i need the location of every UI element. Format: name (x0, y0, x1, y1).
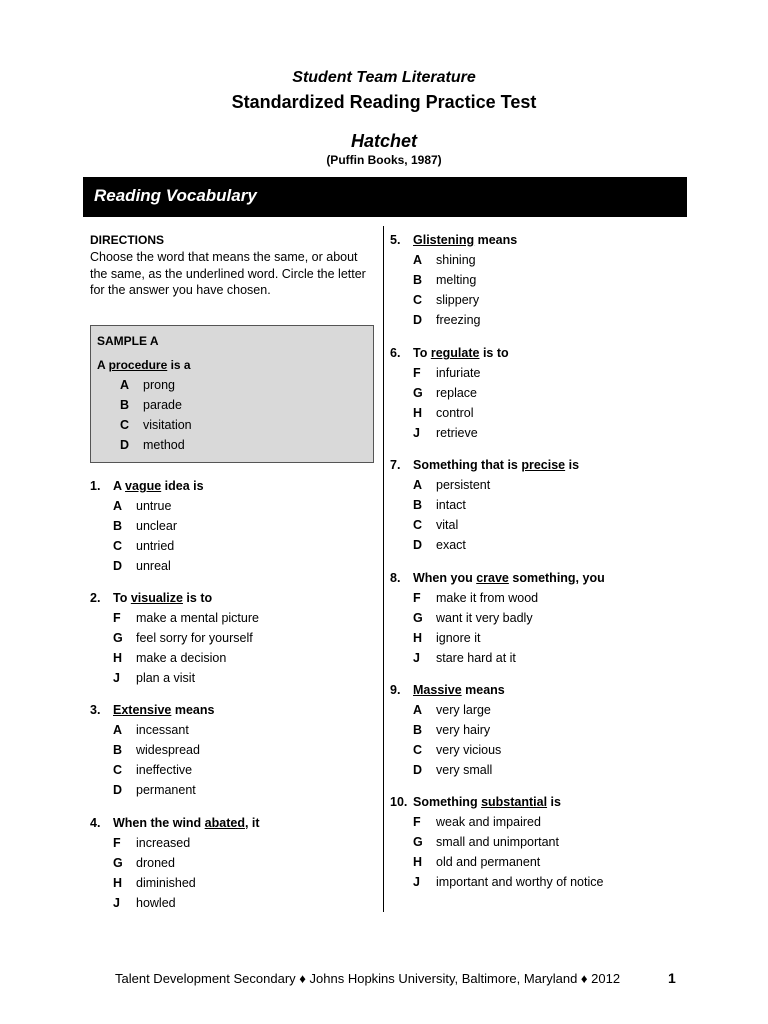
option-text: replace (436, 386, 477, 400)
section-title: Reading Vocabulary (94, 186, 257, 205)
option-letter: B (413, 498, 423, 512)
page-title: Standardized Reading Practice Test (231, 92, 537, 112)
option-letter: C (413, 293, 423, 307)
question-number: 9. (390, 683, 401, 697)
question-number: 2. (90, 591, 101, 605)
option-letter: A (413, 478, 423, 492)
option-text: ineffective (136, 763, 193, 777)
option-text: howled (136, 896, 176, 910)
stem-pre: Something (413, 795, 482, 809)
option-letter: H (413, 855, 423, 869)
question-stem (413, 233, 517, 247)
option-letter: A (113, 723, 123, 737)
question-number: 1. (90, 479, 101, 493)
option-letter: G (413, 386, 423, 400)
question-stem (113, 816, 260, 830)
target-word: Glistening (413, 233, 475, 247)
option-letter: C (113, 763, 123, 777)
option-letter: A (120, 378, 130, 392)
stem-pre: Something that is (413, 458, 522, 472)
stem-post: , it (244, 816, 260, 830)
option-letter: G (113, 856, 123, 870)
option-letter: B (413, 273, 423, 287)
option-text: make it from wood (436, 591, 539, 605)
option-letter: D (413, 763, 423, 777)
question-number: 6. (390, 346, 401, 360)
target-word: visualize (130, 591, 183, 605)
option-text: persistent (436, 478, 491, 492)
option-letter: D (113, 783, 123, 797)
option-letter: J (113, 671, 120, 685)
option-text: unreal (136, 559, 171, 573)
book-publication: (Puffin Books, 1987) (326, 153, 442, 167)
option-letter: F (413, 591, 421, 605)
stem-post: is to (479, 346, 509, 360)
option-text: melting (436, 273, 477, 287)
option-text: exact (436, 538, 466, 552)
stem-post: means (171, 703, 215, 717)
option-letter: D (113, 559, 123, 573)
page-number: 1 (668, 970, 676, 986)
question-stem (413, 571, 605, 585)
target-word: precise (521, 458, 566, 472)
column-divider (383, 226, 384, 912)
option-text: unclear (136, 519, 177, 533)
question-stem (413, 683, 505, 697)
option-letter: J (113, 896, 120, 910)
question-stem (413, 458, 579, 472)
option-text: very vicious (436, 743, 502, 757)
stem-post: is (565, 458, 580, 472)
question-number: 10. (390, 795, 408, 809)
option-letter: J (413, 426, 420, 440)
option-text: diminished (136, 876, 196, 890)
stem-post: means (461, 683, 505, 697)
option-text: increased (136, 836, 191, 850)
option-letter: J (413, 651, 420, 665)
question-number: 3. (90, 703, 101, 717)
option-letter: B (413, 723, 423, 737)
stem-pre: When the wind (113, 816, 205, 830)
option-text: permanent (136, 783, 196, 797)
section-banner (83, 177, 687, 217)
option-letter: D (413, 313, 423, 327)
question-stem (113, 703, 214, 717)
option-text: infuriate (436, 366, 481, 380)
stem-post: something, you (508, 571, 605, 585)
option-letter: F (113, 836, 121, 850)
question-number: 8. (390, 571, 401, 585)
option-text: make a mental picture (136, 611, 259, 625)
stem-pre: A (113, 479, 126, 493)
option-text: control (436, 406, 474, 420)
option-letter: D (120, 438, 130, 452)
option-text: very hairy (436, 723, 491, 737)
option-letter: B (113, 743, 123, 757)
option-text: untried (136, 539, 175, 553)
option-letter: G (413, 835, 423, 849)
option-text: plan a visit (136, 671, 196, 685)
option-letter: C (413, 518, 423, 532)
question-number: 7. (390, 458, 401, 472)
option-text: important and worthy of notice (436, 875, 604, 889)
option-text: slippery (436, 293, 480, 307)
option-text: ignore it (436, 631, 481, 645)
footer-text: Talent Development Secondary ♦ Johns Hopkins University, Baltimore, Maryland ♦ 2012 (115, 971, 621, 986)
option-letter: C (113, 539, 123, 553)
option-text: droned (136, 856, 175, 870)
directions-text: Choose the word that means the same, or about the same, as the underlined word. Circle the letter for the answer you have chosen. (90, 250, 366, 297)
option-text: shining (436, 253, 476, 267)
option-text: parade (143, 398, 182, 412)
option-letter: J (413, 875, 420, 889)
question-stem (113, 479, 204, 493)
sample-stem (97, 358, 191, 372)
option-letter: D (413, 538, 423, 552)
option-text: visitation (143, 418, 192, 432)
sample-stem-pre: A (97, 358, 109, 372)
option-letter: F (113, 611, 121, 625)
option-text: very large (436, 703, 491, 717)
option-text: very small (436, 763, 493, 777)
target-word: abated (204, 816, 245, 830)
option-letter: G (113, 631, 123, 645)
option-letter: B (120, 398, 130, 412)
option-letter: C (413, 743, 423, 757)
option-text: stare hard at it (436, 651, 516, 665)
sample-title: SAMPLE A (97, 334, 159, 348)
stem-post: idea is (161, 479, 204, 493)
option-text: make a decision (136, 651, 227, 665)
stem-post: is (547, 795, 561, 809)
option-text: incessant (136, 723, 189, 737)
question-number: 5. (390, 233, 401, 247)
option-letter: G (413, 611, 423, 625)
stem-post: means (474, 233, 518, 247)
option-letter: H (113, 651, 123, 665)
directions-heading: DIRECTIONS (90, 233, 165, 247)
option-letter: F (413, 815, 421, 829)
option-text: weak and impaired (436, 815, 541, 829)
option-text: intact (436, 498, 466, 512)
question-number: 4. (90, 816, 101, 830)
option-text: prong (143, 378, 175, 392)
sample-target-word: procedure (108, 358, 168, 372)
sample-box (90, 325, 374, 463)
option-letter: F (413, 366, 421, 380)
option-text: want it very badly (436, 611, 533, 625)
option-text: retrieve (436, 426, 478, 440)
target-word: crave (476, 571, 509, 585)
target-word: regulate (430, 346, 480, 360)
option-letter: A (413, 253, 423, 267)
target-word: Massive (413, 683, 462, 697)
target-word: substantial (481, 795, 548, 809)
option-text: untrue (136, 499, 172, 513)
option-text: vital (436, 518, 459, 532)
sample-stem-post: is a (167, 358, 191, 372)
option-letter: H (113, 876, 123, 890)
question-stem (113, 591, 212, 605)
option-text: small and unimportant (436, 835, 559, 849)
option-letter: H (413, 631, 423, 645)
question-stem (413, 795, 561, 809)
option-text: old and permanent (436, 855, 541, 869)
option-text: freezing (436, 313, 481, 327)
target-word: Extensive (113, 703, 172, 717)
stem-pre: To (113, 591, 131, 605)
option-letter: C (120, 418, 130, 432)
option-letter: A (113, 499, 123, 513)
stem-pre: When you (413, 571, 477, 585)
option-letter: H (413, 406, 423, 420)
target-word: vague (125, 479, 162, 493)
question-stem (413, 346, 509, 360)
option-letter: B (113, 519, 123, 533)
book-title: Hatchet (350, 131, 417, 151)
option-letter: A (413, 703, 423, 717)
series-title: Student Team Literature (292, 69, 476, 86)
stem-post: is to (182, 591, 213, 605)
stem-pre: To (413, 346, 431, 360)
option-text: feel sorry for yourself (136, 631, 253, 645)
option-text: method (143, 438, 185, 452)
option-text: widespread (136, 743, 200, 757)
